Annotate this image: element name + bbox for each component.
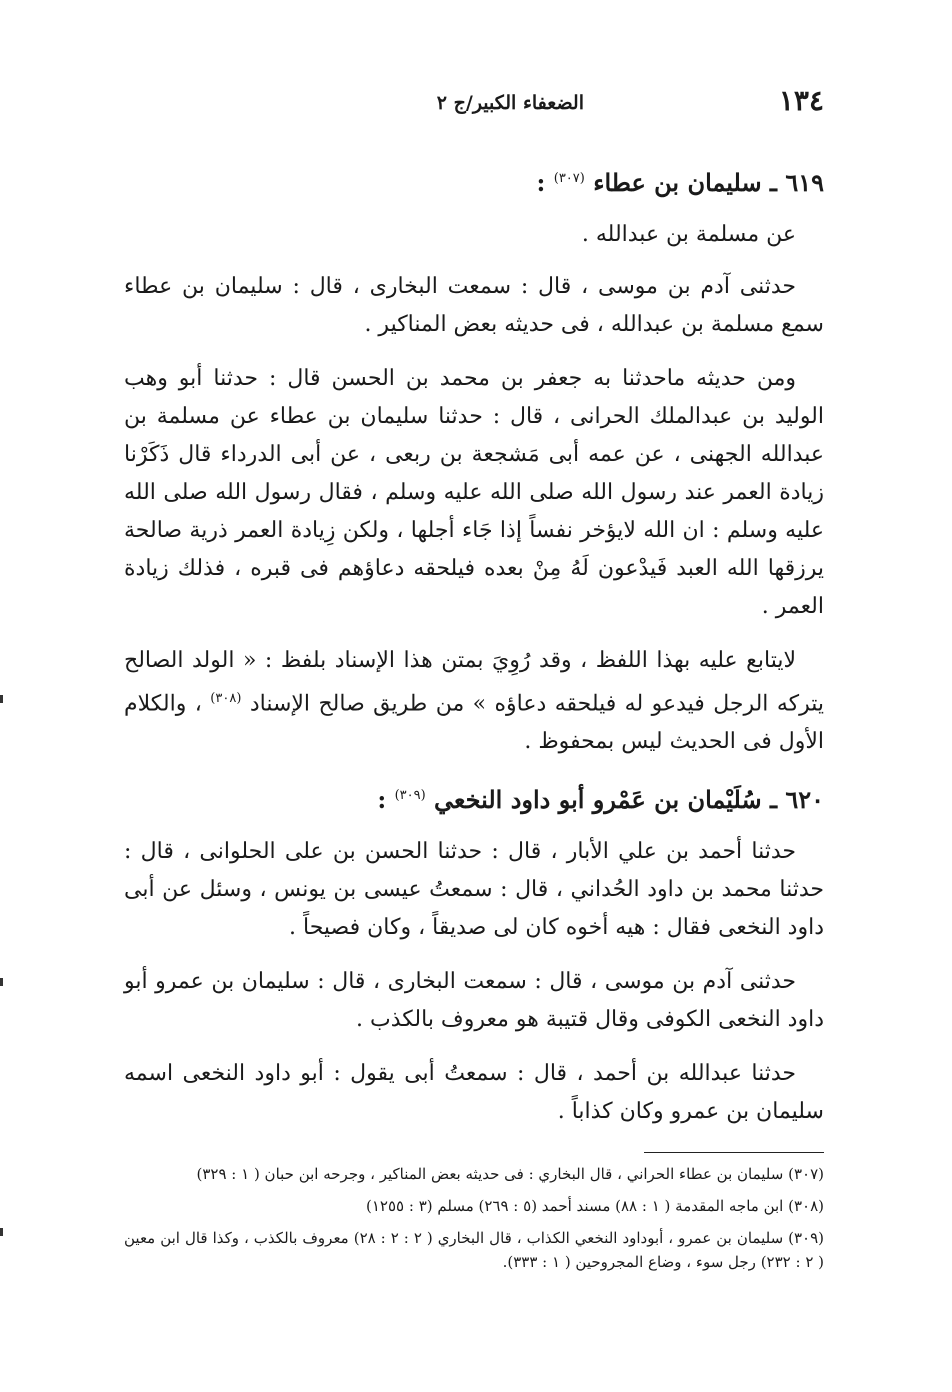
paragraph: حدثنى آدم بن موسى ، قال : سمعت البخارى ، قال : سليمان بن عمرو أبو داود النخعى الكوفى وقال قتيبة هو معروف بالكذب . bbox=[124, 969, 824, 1033]
heading-colon: : bbox=[536, 168, 546, 197]
footnote-ref: (٣٠٨) bbox=[210, 691, 242, 706]
paragraph-text: لايتابع عليه بهذا اللفظ ، وقد رُوِيَ بمتن هذا الإسناد بلفظ : « الولد الصالح يتركه الرجل فيدعو له فيلحقه دعاؤه » من طريق صالح الإسناد bbox=[124, 648, 824, 717]
entry-title: ٦١٩ ـ سليمان بن عطاء bbox=[593, 168, 824, 197]
page-number: ١٣٤ bbox=[778, 84, 824, 117]
paragraph bbox=[124, 642, 824, 761]
entry-heading-619 bbox=[124, 160, 824, 202]
paragraph-text: ، والكلام الأول فى الحديث ليس بمحفوظ . bbox=[124, 691, 824, 755]
page-header bbox=[128, 84, 824, 124]
scan-mark bbox=[0, 1228, 3, 1236]
footnote: (٣٠٩) سليمان بن عمرو ، أبوداود النخعي الكذاب ، قال البخاري ( ٢ : ٢ : ٢٨) معروف بالكذب ، وكذا قال ابن معين ( ٢ : ٢٣٢) رجل سوء ، وضاع المجروحين ( ١ : ٣٣٣). bbox=[124, 1229, 825, 1271]
main-text bbox=[124, 160, 824, 1147]
running-title: الضعفاء الكبير/ج ٢ bbox=[436, 92, 584, 114]
paragraph: حدثنا عبدالله بن أحمد ، قال : سمعتُ أبى يقول : أبو داود النخعى اسمه سليمان بن عمرو وكان كذاباً . bbox=[124, 1061, 824, 1125]
paragraph: حدثنى آدم بن موسى ، قال : سمعت البخارى ، قال : سليمان بن عطاء سمع مسلمة بن عبدالله ، فى حديثه بعض المناكير . bbox=[124, 274, 824, 337]
paragraph: حدثنا أحمد بن علي الأبار ، قال : حدثنا الحسن بن على الحلوانى ، قال : حدثنا محمد بن داود الحُداني ، قال : سمعتُ عيسى بن يونس ، وسئل عن أبى داود النخعى فقال : هيه أخوه كان لى صديقاً ، وكان فصيحاً . bbox=[124, 839, 824, 941]
footnote-ref: (٣٠٩) bbox=[394, 788, 426, 804]
entry-subtitle: عن مسلمة بن عبدالله . bbox=[581, 222, 796, 247]
entry-title: ٦٢٠ ـ سُلَيْمان بن عَمْرو أبو داود النخعي bbox=[434, 785, 824, 815]
footnotes bbox=[124, 1162, 824, 1282]
scan-mark bbox=[0, 695, 3, 703]
footnote-divider bbox=[644, 1152, 824, 1153]
footnote: (٣٠٨) ابن ماجه المقدمة ( ١ : ٨٨) مسند أحمد (٥ : ٢٦٩) مسلم (٣ : ١٢٥٥) bbox=[366, 1197, 824, 1215]
paragraph: ومن حديثه ماحدثنا به جعفر بن محمد بن الحسن قال : حدثنا أبو وهب الوليد بن عبدالملك الحرانى ، قال : حدثنا سليمان بن عطاء عن مسلمة بن عبدالله الجهنى ، عن عمه أبى مَشجعة بن ربعى ، عن أبى الدرداء قال ذَكَرْنا زيادة العمر عند رسول الله صلى الله عليه وسلم ، فقال رسول الله صلى الله عليه وسلم : ان الله لايؤخر نفساً إذا جَاء أجلها ، ولكن زِيادة العمر ذرية صالحة يرزقها الله العبد فَيدْعون لَهُ مِنْ بعده فيلحقه دعاؤهم فى قبره ، فذلك زيادة العمر . bbox=[124, 366, 824, 619]
scan-mark bbox=[0, 978, 3, 986]
footnote-ref: (٣٠٧) bbox=[553, 171, 585, 186]
footnote: (٣٠٧) سليمان بن عطاء الحراني ، قال البخاري : فى حديثه بعض المناكير ، وجرحه ابن حبان ( ١ : ٣٢٩) bbox=[196, 1165, 824, 1183]
entry-heading-620 bbox=[124, 777, 824, 819]
heading-colon: : bbox=[377, 785, 387, 815]
